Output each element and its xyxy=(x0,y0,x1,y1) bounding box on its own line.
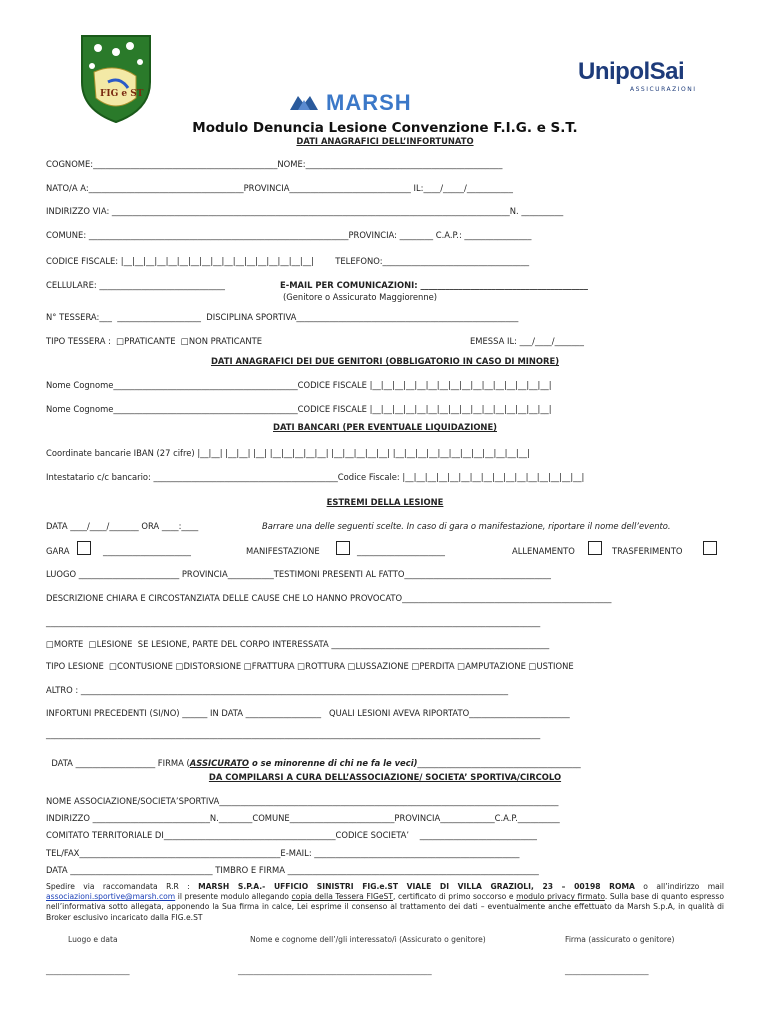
unipolsai-wordmark: UnipolSai xyxy=(578,58,685,85)
gara-label: GARA xyxy=(46,546,70,556)
section-lesione: ESTREMI DELLA LESIONE xyxy=(326,497,444,507)
intestatario-field[interactable]: Intestatario c/c bancario: ____________________________________________Codice Fiscale: |__|__|__|__|__|__|__|__|__|__|__|__|__|__|__|__| xyxy=(46,472,585,482)
crest-text: FIG e ST xyxy=(100,89,144,99)
descrizione-field[interactable]: DESCRIZIONE CHIARA E CIRCOSTANZIATA DELLE CAUSE CHE LO HANNO PROVOCATO__________________________________________________ xyxy=(46,593,612,603)
footer-tessera-link: copia della Tessera FIGeST xyxy=(291,892,393,902)
infortuni-line-2[interactable]: ______________________________________________________________________________________________________________________ xyxy=(46,729,541,739)
manifestazione-label: MANIFESTAZIONE xyxy=(246,546,320,556)
data-ora-field[interactable]: DATA ____/____/_______ ORA ____:____ xyxy=(46,521,199,531)
barrare-instruction: Barrare una delle seguenti scelte. In caso di gara o manifestazione, riportare il nome dell’evento. xyxy=(262,521,671,531)
section-genitori: DATI ANAGRAFICI DEI DUE GENITORI (OBBLIGATORIO IN CASO DI MINORE) xyxy=(210,356,560,366)
footer-text-1: Spedire via raccomandata R.R : xyxy=(46,882,199,891)
data-firma-row[interactable] xyxy=(46,748,581,768)
trasferimento-label: TRASFERIMENTO xyxy=(612,546,683,556)
altro-field[interactable]: ALTRO : ______________________________________________________________________________________________________ xyxy=(46,685,509,695)
allenamento-checkbox[interactable] xyxy=(588,541,602,555)
comitato-field[interactable]: COMITATO TERRITORIALE DI_________________________________________CODICE SOCIETA’ ____________________________ xyxy=(46,830,537,840)
page-title: Modulo Denuncia Lesione Convenzione F.I.G. e S.T. xyxy=(192,120,578,136)
iban-field[interactable]: Coordinate bancarie IBAN (27 cifre) |__|__| |__|__| |__| |__|__|__|__|__| |__|__|__|__|__| |__|__|__|__|__|__|__|__|__|__|__|__| xyxy=(46,448,530,458)
emessa-field[interactable]: EMESSA IL: ___/____/_______ xyxy=(470,336,584,346)
signature-nome-line[interactable]: ___________________________________________________ xyxy=(238,966,432,975)
tipo-lesione-options[interactable]: TIPO LESIONE □CONTUSIONE □DISTORSIONE □FRATTURA □ROTTURA □LUSSAZIONE □PERDITA □AMPUTAZIONE □USTIONE xyxy=(46,661,574,671)
footer-text-2: o all’indirizzo mail xyxy=(634,882,724,891)
signature-luogo-line[interactable]: ______________________ xyxy=(46,966,130,975)
telfax-field[interactable]: TEL/FAX________________________________________________E-MAIL: _________________________________________________ xyxy=(46,848,520,858)
marsh-logo xyxy=(288,90,448,116)
footer-email-link[interactable]: associazioni.sportive@marsh.com xyxy=(46,892,176,902)
unipolsai-logo xyxy=(578,58,700,98)
tipo-tessera-options[interactable]: TIPO TESSERA : □PRATICANTE □NON PRATICANTE xyxy=(46,336,263,346)
marsh-wordmark: MARSH xyxy=(326,90,412,115)
email-field[interactable]: E-MAIL PER COMUNICAZIONI: ________________________________________ xyxy=(280,280,588,290)
assicurato-label: ASSICURATO xyxy=(189,758,250,768)
luogo-field[interactable]: LUOGO ________________________ PROVINCIA___________TESTIMONI PRESENTI AL FATTO___________________________________ xyxy=(46,569,551,579)
descrizione-line-2[interactable]: ______________________________________________________________________________________________________________________ xyxy=(46,617,541,627)
signature-nome-label: Nome e cognome dell’/gli interessato/i (Assicurato o genitore) xyxy=(250,935,486,944)
footer-text-3: il presente modulo allegando xyxy=(175,892,292,902)
cognome-nome-field[interactable]: COGNOME:____________________________________________NOME:_______________________________________________ xyxy=(46,159,503,169)
minorenne-note: o se minorenne di chi ne fa le veci) xyxy=(249,758,418,768)
nome-associazione-field[interactable]: NOME ASSOCIAZIONE/SOCIETA’SPORTIVA_________________________________________________________________________________ xyxy=(46,796,559,806)
data-timbro-field[interactable]: DATA __________________________________ TIMBRO E FIRMA ____________________________________________________________ xyxy=(46,865,539,875)
infortuni-precedenti-field[interactable]: INFORTUNI PRECEDENTI (SI/NO) ______ IN DATA __________________ QUALI LESIONI AVEVA RIPORTATO________________________ xyxy=(46,708,570,718)
tessera-field[interactable]: N° TESSERA:___ ____________________ DISCIPLINA SPORTIVA_____________________________________________________ xyxy=(46,312,519,322)
manifestazione-checkbox[interactable] xyxy=(336,541,350,555)
fig-crest-logo xyxy=(78,32,154,124)
morte-lesione-options[interactable]: □MORTE □LESIONE SE LESIONE, PARTE DEL CORPO INTERESSATA ____________________________________________________ xyxy=(46,639,550,649)
signature-firma-label: Firma (assicurato o genitore) xyxy=(565,935,675,944)
gara-name-field[interactable]: _____________________ xyxy=(103,546,191,556)
section-associazione: DA COMPILARSI A CURA DELL’ASSOCIAZIONE/ SOCIETA’ SPORTIVA/CIRCOLO xyxy=(208,772,562,782)
section-bancari: DATI BANCARI (PER EVENTUALE LIQUIDAZIONE) xyxy=(273,422,497,432)
genitore-1-field[interactable]: Nome Cognome____________________________________________CODICE FISCALE |__|__|__|__|__|__|__|__|__|__|__|__|__|__|__|__| xyxy=(46,380,552,390)
data-firma-label: DATA ___________________ FIRMA ( xyxy=(51,758,190,768)
genitore-2-field[interactable]: Nome Cognome____________________________________________CODICE FISCALE |__|__|__|__|__|__|__|__|__|__|__|__|__|__|__|__| xyxy=(46,404,552,414)
footer-address: MARSH S.P.A.- UFFICIO SINISTRI FIG.e.ST VIALE DI VILLA GRAZIOLI, 23 – 00198 ROMA xyxy=(198,882,635,891)
section-infortunato: DATI ANAGRAFICI DELL’INFORTUNATO xyxy=(296,136,474,146)
trasferimento-checkbox[interactable] xyxy=(703,541,717,555)
gara-checkbox[interactable] xyxy=(77,541,91,555)
manifestazione-name-field[interactable]: _____________________ xyxy=(357,546,445,556)
indirizzo-associazione-field[interactable]: INDIRIZZO ____________________________N.________COMUNE_________________________PROVINCIA_____________C.A.P.__________ xyxy=(46,813,560,823)
indirizzo-field[interactable]: INDIRIZZO VIA: _______________________________________________________________________________________________N. __________ xyxy=(46,206,564,216)
comune-field[interactable]: COMUNE: ______________________________________________________________PROVINCIA: ________ C.A.P.: ________________ xyxy=(46,230,532,240)
footer-instructions xyxy=(46,882,724,923)
footer-text-5: . Sulla base di quanto espresso nell’informativa sotto allegata, apponendo la Sua firma in calce, Lei esprime il consenso al trattamento dei dati – eventualmente anche effettuato da Marsh S.p.A, in qualità di Broker esclusivo incaricato dalla FIG.e.ST xyxy=(46,892,724,922)
email-note: (Genitore o Assicurato Maggiorenne) xyxy=(283,292,438,302)
nato-field[interactable]: NATO/A A:_____________________________________PROVINCIA_____________________________ IL:____/_____/___________ xyxy=(46,183,513,193)
signature-firma-line[interactable]: ______________________ xyxy=(565,966,649,975)
allenamento-label: ALLENAMENTO xyxy=(512,546,575,556)
cellulare-field[interactable]: CELLULARE: ______________________________ xyxy=(46,280,225,290)
codice-fiscale-field[interactable]: CODICE FISCALE: |__|__|__|__|__|__|__|__|__|__|__|__|__|__|__|__|__| TELEFONO:___________________________________ xyxy=(46,256,530,266)
signature-luogo-label: Luogo e data xyxy=(68,935,118,944)
footer-privacy-link: modulo privacy firmato xyxy=(516,892,605,902)
firma-line[interactable]: _______________________________________ xyxy=(417,758,581,768)
footer-text-4: , certificato di primo soccorso e xyxy=(392,892,517,902)
unipolsai-subtitle: ASSICURAZIONI xyxy=(630,86,697,93)
